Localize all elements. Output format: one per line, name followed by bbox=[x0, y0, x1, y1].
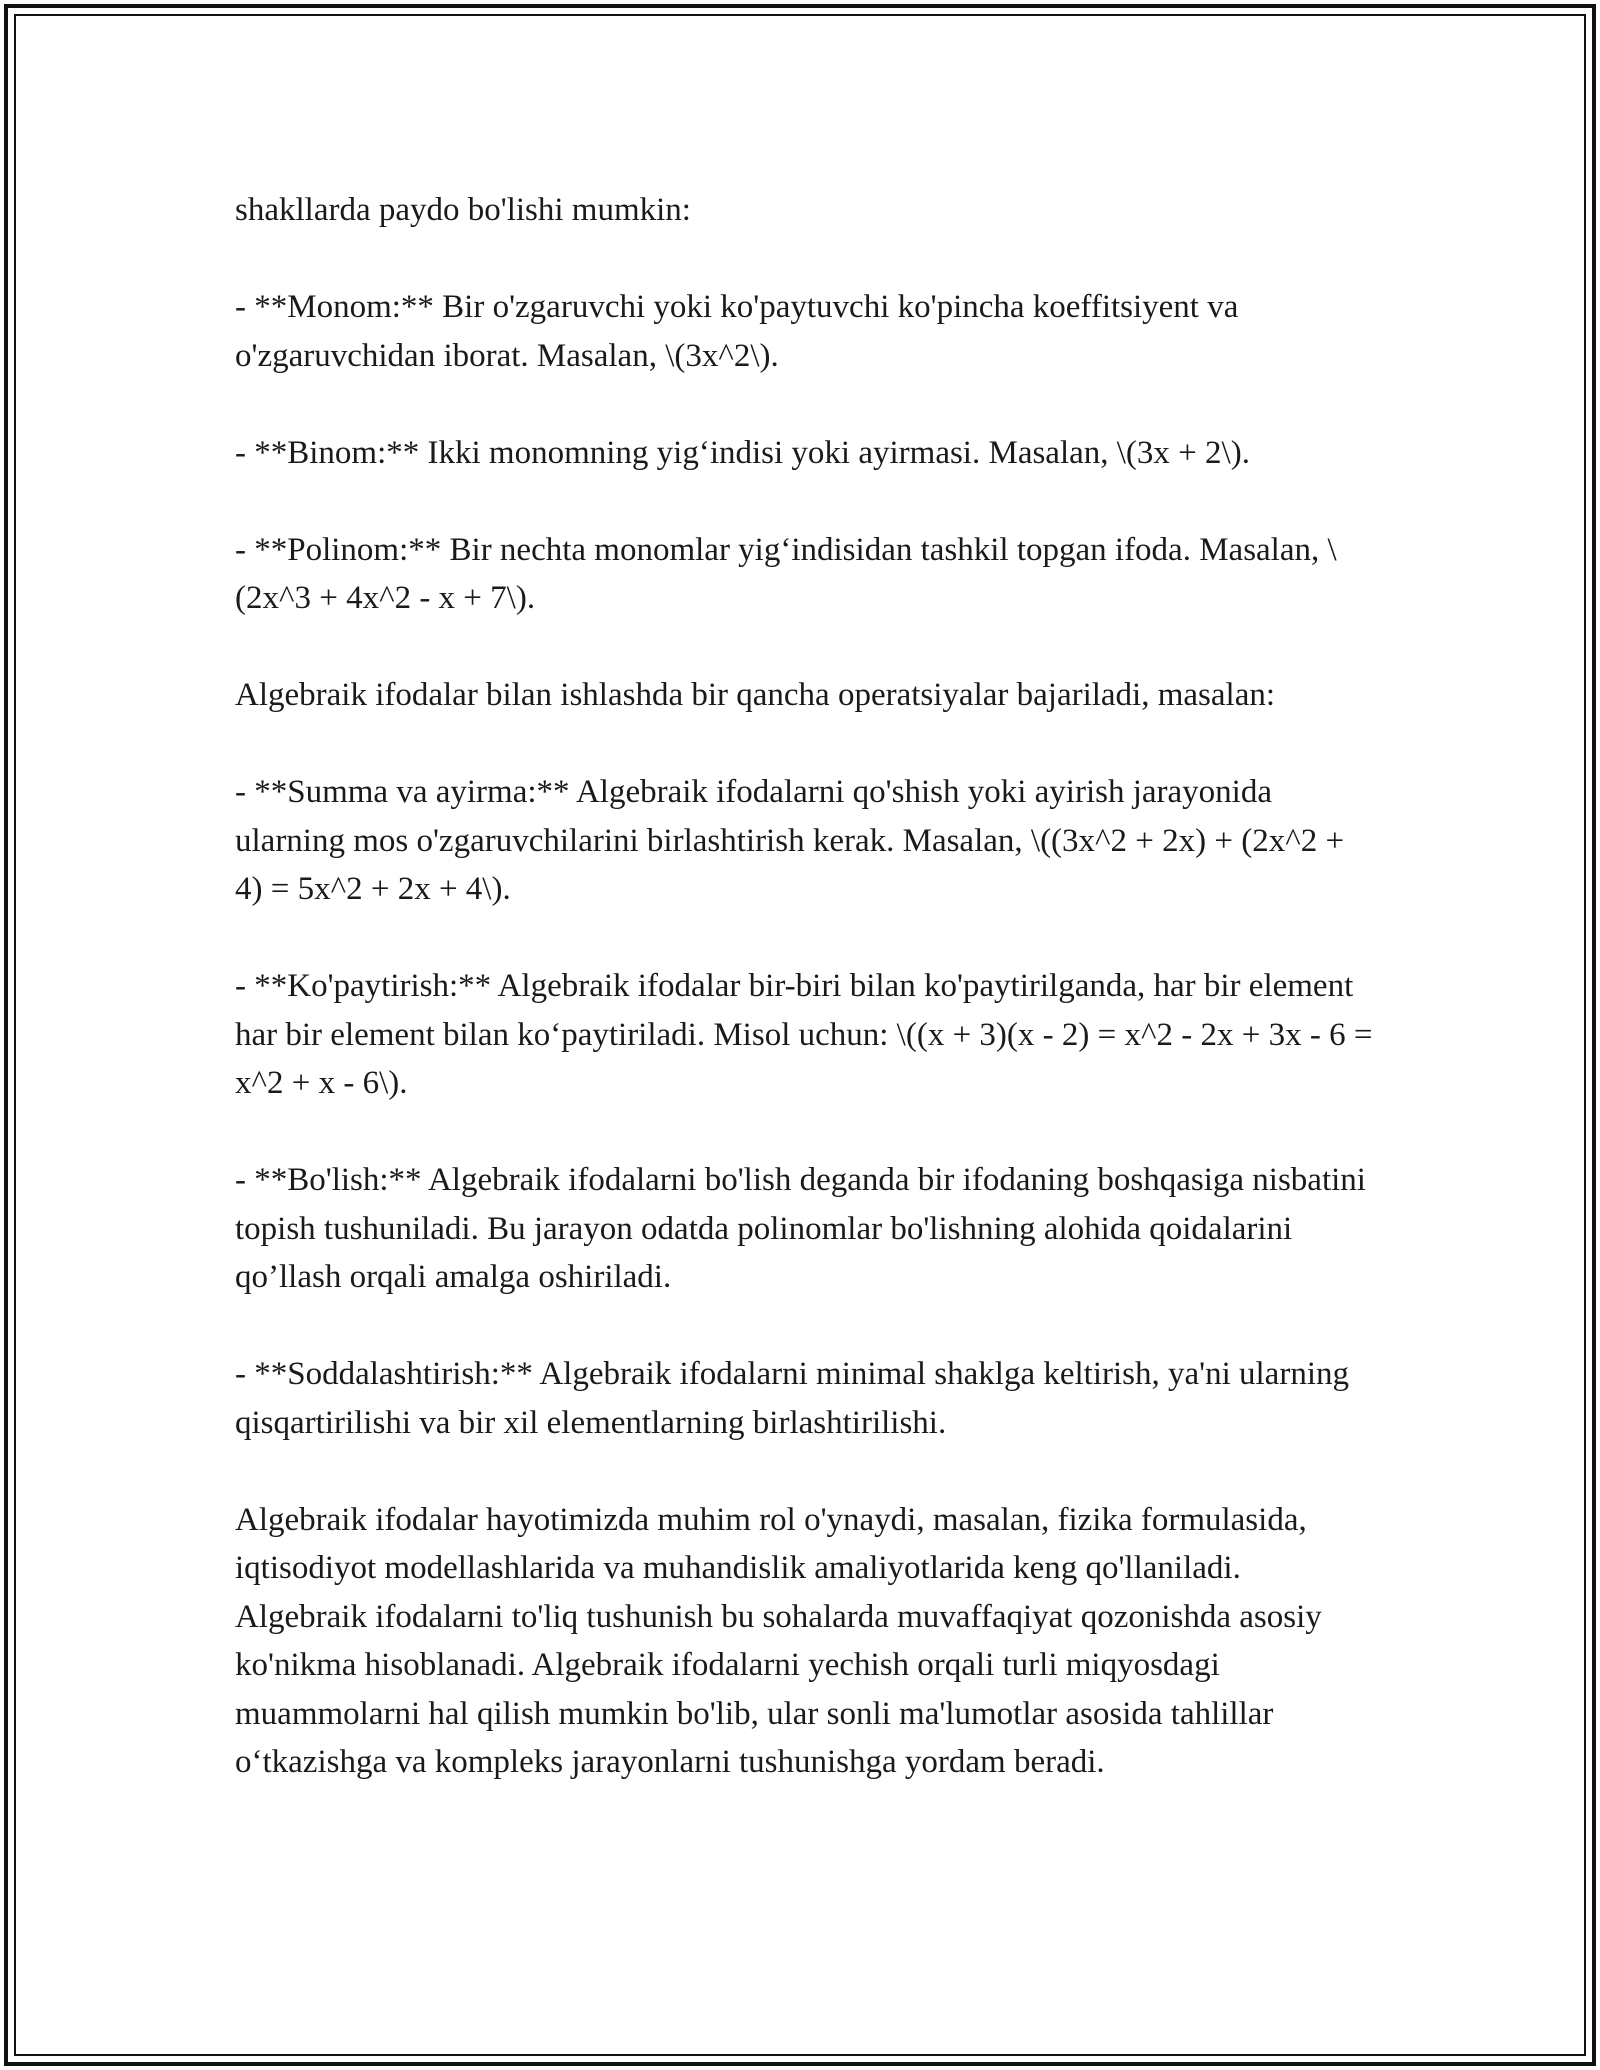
paragraph-operations-intro: Algebraik ifodalar bilan ishlashda bir qancha operatsiyalar bajariladi, masalan: bbox=[235, 677, 1276, 713]
paragraph-intro-continuation: shakllarda paydo bo'lishi mumkin: bbox=[235, 192, 691, 228]
list-item-monom: - **Monom:** Bir o'zgaruvchi yoki ko'paytuvchi ko'pincha koeffitsiyent va o'zgaruvchidan iborat. Masalan, \(3x^2\). bbox=[235, 289, 1239, 374]
paragraph-conclusion: Algebraik ifodalar hayotimizda muhim rol o'ynaydi, masalan, fizika formulasida, iqtisodiyot modellashlarida va muhandislik amaliyotlarida keng qo'llaniladi. Algebraik ifodalarni to'liq tushunish bu sohalarda muvaffaqiyat qozonishda asosiy ko'nikma hisoblanadi. Algebraik ifodalarni yechish orqali turli miqyosdagi muammolarni hal qilish mumkin bo'lib, ular sonli ma'lumotlar asosida tahlillar o‘tkazishga va kompleks jarayonlarni tushunishga yordam beradi. bbox=[235, 1501, 1322, 1780]
document-body bbox=[235, 186, 1375, 1787]
list-item-binom: - **Binom:** Ikki monomning yig‘indisi yoki ayirmasi. Masalan, \(3x + 2\). bbox=[235, 434, 1250, 471]
list-item-summa: - **Summa va ayirma:** Algebraik ifodalarni qo'shish yoki ayirish jarayonida ularning mos o'zgaruvchilarini birlashtirish kerak. Masalan, \((3x^2 + 2x) + (2x^2 + 4) = 5x^2 + 2x + 4\). bbox=[235, 774, 1345, 907]
list-item-kopaytirish: - **Ko'paytirish:** Algebraik ifodalar bir-biri bilan ko'paytirilganda, har bir element har bir element bilan ko‘paytiriladi. Misol uchun: \((x + 3)(x - 2) = x^2 - 2x + 3x - 6 = x^2 + x - 6\). bbox=[235, 968, 1373, 1101]
list-item-soddalashtirish: - **Soddalashtirish:** Algebraik ifodalarni minimal shaklga keltirish, ya'ni ularning qisqartirilishi va bir xil elementlarning birlashtirilishi. bbox=[235, 1356, 1349, 1441]
list-item-polinom: - **Polinom:** Bir nechta monomlar yig‘indisidan tashkil topgan ifoda. Masalan, \(2x^3 + 4x^2 - x + 7\). bbox=[235, 531, 1337, 616]
list-item-bolish: - **Bo'lish:** Algebraik ifodalarni bo'lish deganda bir ifodaning boshqasiga nisbatini topish tushuniladi. Bu jarayon odatda polinomlar bo'lishning alohida qoidalarini qo’llash orqali amalga oshiriladi. bbox=[235, 1162, 1366, 1295]
